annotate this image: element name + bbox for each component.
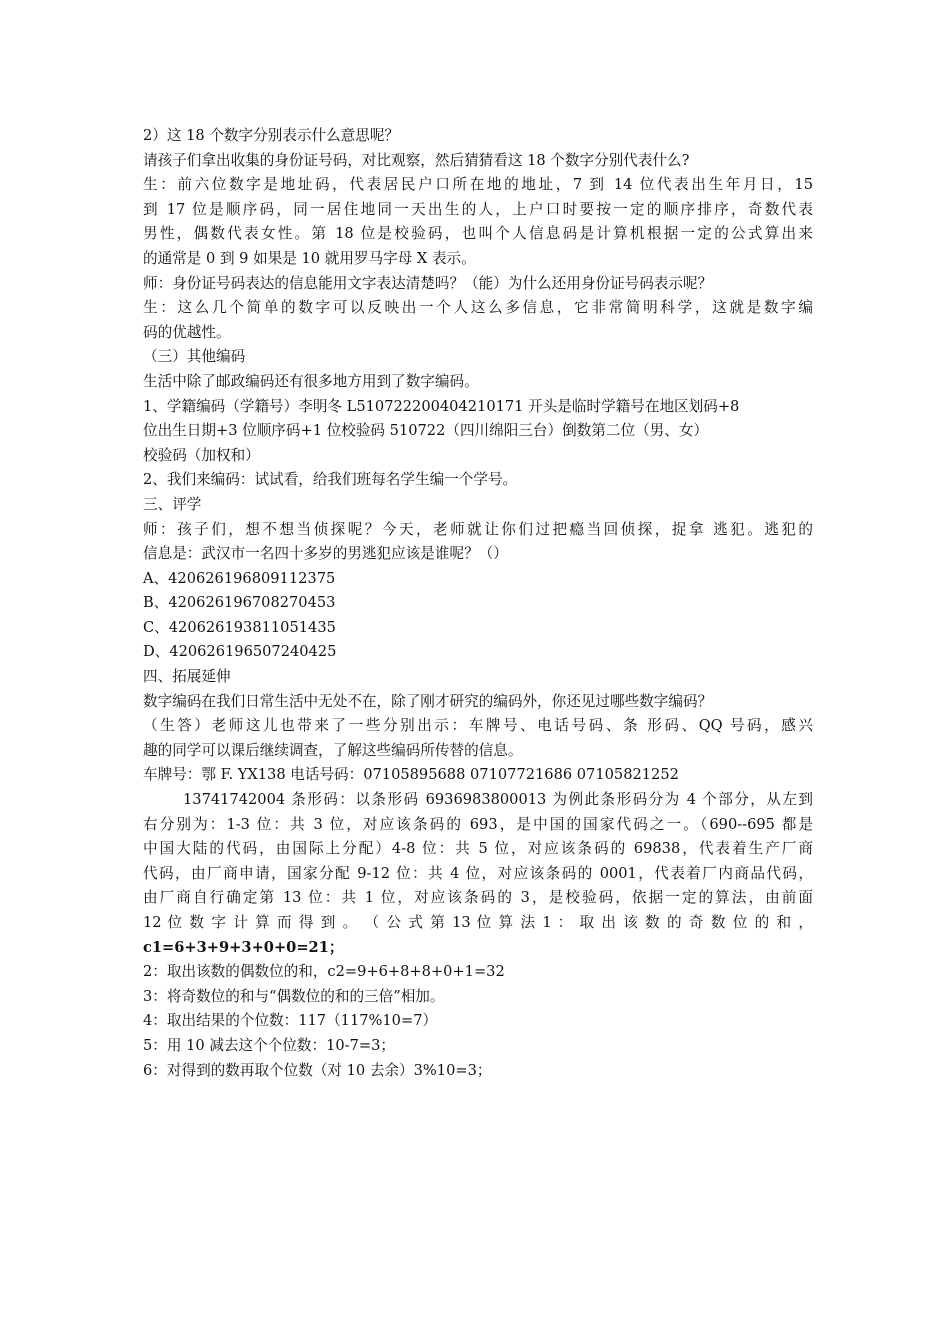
option-a: A、420626196809112375 bbox=[143, 569, 336, 587]
text-line: 信息是：武汉市一名四十多岁的男逃犯应该是谁呢？（） bbox=[143, 545, 508, 563]
text-line: 生：这么几个简单的数字可以反映出一个人这么多信息，它非常简明科学，这就是数字编 bbox=[143, 299, 813, 317]
text-line: 2）这 18 个数字分别表示什么意思呢？ bbox=[143, 127, 400, 144]
text-line: 校验码（加权和） bbox=[143, 446, 260, 464]
text-line: 车牌号：鄂 F. YX138 电话号码：07105895688 07107721686 07105821252 bbox=[143, 766, 679, 784]
option-d: D、420626196507240425 bbox=[143, 643, 337, 661]
section-heading: 三、评学 bbox=[143, 495, 202, 513]
text-line: 师：孩子们，想不想当侦探呢？今天，老师就让你们过把瘾当回侦探，捉拿 逃犯。逃犯的 bbox=[143, 520, 813, 538]
text-line: 代码，由厂商申请，国家分配 9-12 位：共 4 位，对应该条码的 0001，代表着厂内商品代码， bbox=[143, 864, 813, 882]
text-line: 1、学籍编码（学籍号）李明冬 L510722200404210171 开头是临时学籍号在地区划码+8 bbox=[143, 397, 740, 415]
formula-step: 6：对得到的数再取个位数（对 10 去余）3%10=3； bbox=[143, 1061, 492, 1079]
formula-step: 3：将奇数位的和与“偶数位的和的三倍”相加。 bbox=[143, 987, 445, 1005]
text-line: 的通常是 0 到 9 如果是 10 就用罗马字母 X 表示。 bbox=[143, 249, 476, 267]
text-line: 2、我们来编码：试试看，给我们班每名学生编一个学号。 bbox=[143, 471, 518, 489]
formula-line: c1=6+3+9+3+0+0=21； bbox=[143, 938, 344, 956]
formula-step: 2：取出该数的偶数位的和，c2=9+6+8+8+0+1=32 bbox=[143, 963, 505, 981]
formula-step: 5：用 10 减去这个个位数：10-7=3； bbox=[143, 1036, 395, 1054]
text-line: 中国大陆的代码，由国际上分配）4-8 位：共 5 位，对应该条码的 69838，代表着生产厂商 bbox=[143, 840, 813, 858]
text-line: 13741742004 条形码：以条形码 6936983800013 为例此条形码分为 4 个部分，从左到 bbox=[183, 791, 813, 809]
section-heading: 四、拓展延伸 bbox=[143, 668, 231, 686]
text-line: 生：前六位数字是地址码，代表居民户口所在地的地址，7 到 14 位代表出生年月日，15 bbox=[143, 176, 813, 194]
text-line: 男性，偶数代表女性。第 18 位是校验码，也叫个人信息码是计算机根据一定的公式算出来 bbox=[143, 225, 813, 243]
text-line: 码的优越性。 bbox=[143, 323, 231, 341]
document-body bbox=[143, 124, 813, 1083]
text-line: （生答）老师这儿也带来了一些分别出示：车牌号、电话号码、条 形码、QQ 号码，感兴 bbox=[143, 717, 813, 735]
text-line: 请孩子们拿出收集的身份证号码，对比观察，然后猜猜看这 18 个数字分别代表什么? bbox=[143, 151, 690, 169]
text-line: 12 位 数 字 计 算 而 得 到 。 （ 公 式 第 13 位 算 法 1 ： 取 出 该 数 的 奇 数 位 的 和 ， bbox=[143, 914, 813, 931]
text-line: 数字编码在我们日常生活中无处不在，除了刚才研究的编码外，你还见过哪些数字编码？ bbox=[143, 692, 713, 710]
text-line: 趣的同学可以课后继续调查，了解这些编码所传替的信息。 bbox=[143, 741, 523, 759]
formula-step: 4：取出结果的个位数：117（117%10=7） bbox=[143, 1012, 438, 1030]
option-b: B、420626196708270453 bbox=[143, 594, 336, 612]
option-c: C、420626193811051435 bbox=[143, 618, 336, 636]
text-line: 右分别为：1-3 位：共 3 位，对应该条码的 693，是中国的国家代码之一。（690--695 都是 bbox=[143, 815, 813, 833]
section-heading: （三）其他编码 bbox=[143, 348, 246, 366]
text-line: 由厂商自行确定第 13 位：共 1 位，对应该条码的 3，是校验码，依据一定的算法，由前面 bbox=[143, 889, 813, 907]
text-line: 位出生日期+3 位顺序码+1 位校验码 510722（四川绵阳三台）倒数第二位（男、女） bbox=[143, 422, 709, 440]
text-line: 生活中除了邮政编码还有很多地方用到了数字编码。 bbox=[143, 372, 479, 390]
text-line: 到 17 位是顺序码，同一居住地同一天出生的人，上户口时要按一定的顺序排序，奇数代表 bbox=[143, 200, 813, 218]
text-line: 师：身份证号码表达的信息能用文字表达清楚吗？（能）为什么还用身份证号码表示呢？ bbox=[143, 274, 713, 292]
